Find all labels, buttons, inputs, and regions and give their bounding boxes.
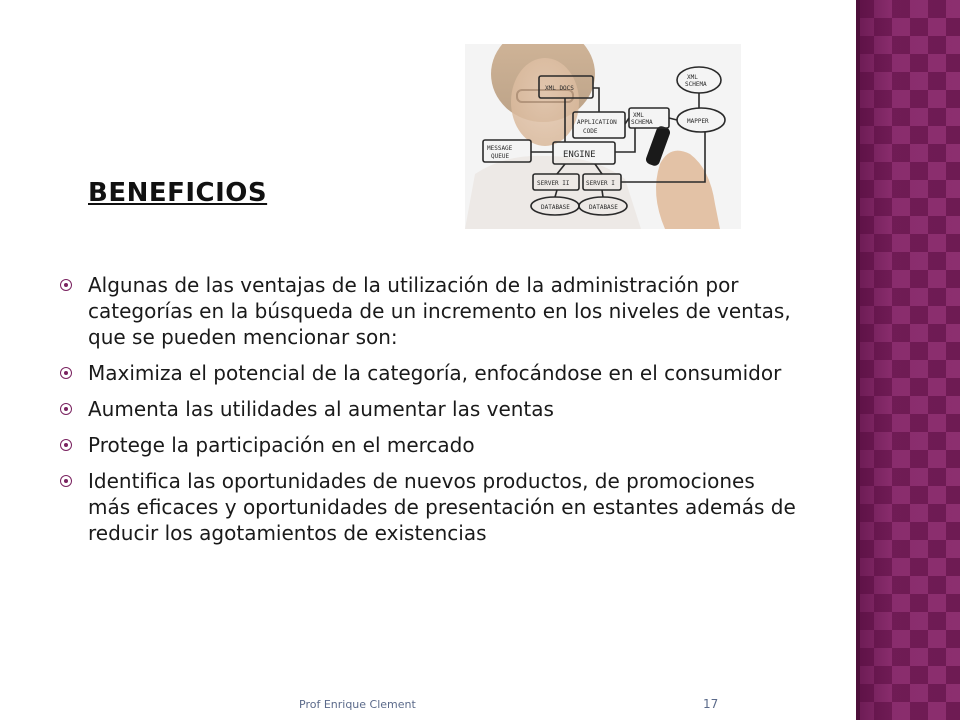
bullet-item <box>56 396 801 422</box>
svg-text:XML DOCS: XML DOCS <box>545 85 574 92</box>
bullet-circle-icon <box>60 403 72 415</box>
bullet-circle-icon <box>60 475 72 487</box>
bullet-circle-icon <box>60 279 72 291</box>
bullet-text: Protege la participación en el mercado <box>88 433 475 457</box>
footer-author: Prof Enrique Clement <box>299 698 416 711</box>
svg-text:SCHEMA: SCHEMA <box>685 81 707 88</box>
flowchart-drawing <box>465 44 741 229</box>
svg-text:SERVER II: SERVER II <box>537 180 570 187</box>
slide-title: BENEFICIOS <box>88 178 268 208</box>
bullet-text: Aumenta las utilidades al aumentar las ventas <box>88 397 554 421</box>
svg-text:DATABASE: DATABASE <box>541 204 570 211</box>
svg-text:SERVER I: SERVER I <box>586 180 615 187</box>
bullet-item <box>56 272 801 350</box>
bullet-item <box>56 360 801 386</box>
svg-text:QUEUE: QUEUE <box>491 153 510 160</box>
svg-text:XML: XML <box>687 74 698 81</box>
svg-text:SCHEMA: SCHEMA <box>631 119 653 126</box>
svg-text:DATABASE: DATABASE <box>589 204 618 211</box>
decorative-side-panel <box>856 0 960 720</box>
bullet-list <box>56 272 801 556</box>
svg-text:XML: XML <box>633 112 644 119</box>
bullet-text: Identifica las oportunidades de nuevos productos, de promociones más eficaces y oportunidades de presentación en estantes además de reducir los agotamientos de existencias <box>88 469 796 545</box>
bullet-circle-icon <box>60 439 72 451</box>
svg-text:CODE: CODE <box>583 128 598 135</box>
bullet-item <box>56 468 801 546</box>
svg-text:MESSAGE: MESSAGE <box>487 145 513 152</box>
bullet-text: Algunas de las ventajas de la utilización de la administración por categorías en la búsqueda de un incremento en los niveles de ventas, que se pueden mencionar son: <box>88 273 791 349</box>
bullet-item <box>56 432 801 458</box>
flowchart-illustration <box>465 44 741 229</box>
svg-text:MAPPER: MAPPER <box>687 118 709 125</box>
svg-text:APPLICATION: APPLICATION <box>577 119 617 126</box>
bullet-circle-icon <box>60 367 72 379</box>
page-number: 17 <box>703 697 719 711</box>
svg-text:ENGINE: ENGINE <box>563 150 596 160</box>
bullet-text: Maximiza el potencial de la categoría, enfocándose en el consumidor <box>88 361 782 385</box>
